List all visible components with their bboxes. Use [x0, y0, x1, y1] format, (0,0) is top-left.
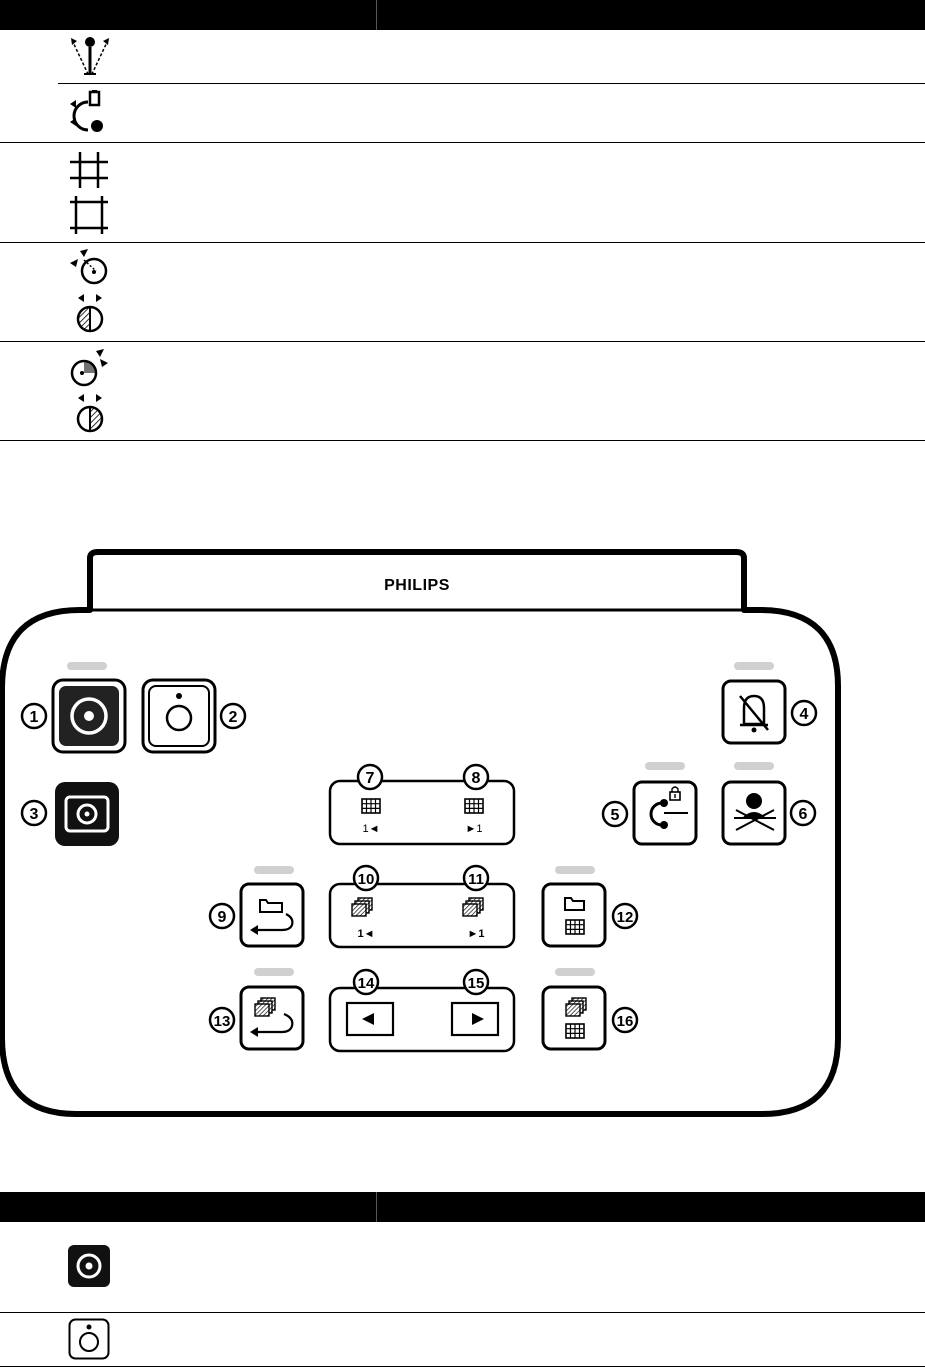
- callout-number: 7: [365, 770, 375, 787]
- callout-2: [221, 704, 245, 728]
- rotate-left-icon: [66, 247, 112, 287]
- row-divider: [0, 341, 925, 342]
- callout-number: 16: [616, 1013, 634, 1030]
- indicator-light: [254, 866, 294, 874]
- control-panel-diagram: [0, 548, 925, 1128]
- callout-14: [354, 970, 378, 994]
- callout-number: 3: [29, 806, 39, 823]
- callout-number: 10: [357, 871, 375, 888]
- indicator-light: [254, 968, 294, 976]
- row-divider: [0, 242, 925, 243]
- patient-position-button[interactable]: [723, 782, 785, 844]
- indicator-light: [555, 866, 595, 874]
- run-step-group: [330, 884, 514, 947]
- callout-15: [464, 970, 488, 994]
- callout-number: 9: [217, 909, 227, 926]
- callout-11: [464, 866, 488, 890]
- indicator-light: [645, 762, 685, 770]
- callout-6: [791, 801, 815, 825]
- silence-alarm-button[interactable]: [723, 681, 785, 743]
- callout-number: 14: [357, 975, 375, 992]
- step-label: ►1: [465, 823, 483, 835]
- top-table-header: [0, 0, 925, 30]
- image-step-group: [330, 988, 514, 1051]
- callout-number: 6: [798, 806, 808, 823]
- step-label: 1◄: [362, 823, 380, 835]
- indicator-light: [67, 662, 107, 670]
- callout-7: [358, 765, 382, 789]
- next-image-button[interactable]: [452, 1003, 498, 1035]
- brand-label: PHILIPS: [384, 577, 450, 594]
- callout-number: 13: [213, 1013, 231, 1030]
- previous-image-button[interactable]: [347, 1003, 393, 1035]
- callout-9: [210, 904, 234, 928]
- callout-number: 8: [471, 770, 481, 787]
- callout-number: 1: [29, 709, 39, 726]
- callout-number: 2: [228, 709, 238, 726]
- record-button[interactable]: [53, 680, 125, 752]
- callout-number: 11: [468, 871, 484, 888]
- tilt-table-icon: [68, 34, 112, 78]
- fluoroscopy-button[interactable]: [55, 782, 119, 846]
- record-button-icon: [67, 1244, 111, 1288]
- run-return-button[interactable]: [241, 987, 303, 1049]
- half-shade-left-icon: [70, 292, 110, 334]
- folder-overview-button[interactable]: [543, 884, 605, 946]
- callout-13: [210, 1008, 234, 1032]
- indicator-light: [734, 662, 774, 670]
- column-divider: [376, 0, 377, 30]
- callout-number: 4: [799, 706, 809, 723]
- bottom-table-header: [0, 1192, 925, 1222]
- callout-10: [354, 866, 378, 890]
- rotate-right-icon: [66, 347, 112, 387]
- indicator-light: [734, 762, 774, 770]
- callout-4: [792, 701, 816, 725]
- callout-5: [603, 802, 627, 826]
- callout-number: 15: [467, 975, 485, 992]
- callout-16: [613, 1008, 637, 1032]
- callout-1: [22, 704, 46, 728]
- row-divider: [0, 142, 925, 143]
- row-divider: [58, 83, 925, 84]
- callout-8: [464, 765, 488, 789]
- callout-12: [613, 904, 637, 928]
- step-label: 1◄: [357, 928, 375, 940]
- series-step-group: [330, 781, 514, 844]
- column-divider: [376, 1192, 377, 1222]
- frame-icon: [68, 194, 110, 236]
- run-overview-button[interactable]: [543, 987, 605, 1049]
- callout-number: 5: [610, 807, 620, 824]
- rotate-patient-icon: [66, 88, 110, 136]
- half-shade-right-icon: [70, 392, 110, 434]
- callout-3: [22, 801, 46, 825]
- grid-icon: [68, 150, 110, 190]
- indicator-light: [555, 968, 595, 976]
- row-divider: [0, 1312, 925, 1313]
- single-shot-button-icon: [68, 1318, 110, 1360]
- row-divider: [0, 440, 925, 441]
- row-divider: [0, 1366, 925, 1367]
- callout-number: 12: [616, 909, 634, 926]
- movement-lock-button[interactable]: [634, 782, 696, 844]
- single-shot-button[interactable]: [143, 680, 215, 752]
- step-label: ►1: [467, 928, 485, 940]
- reference-return-button[interactable]: [241, 884, 303, 946]
